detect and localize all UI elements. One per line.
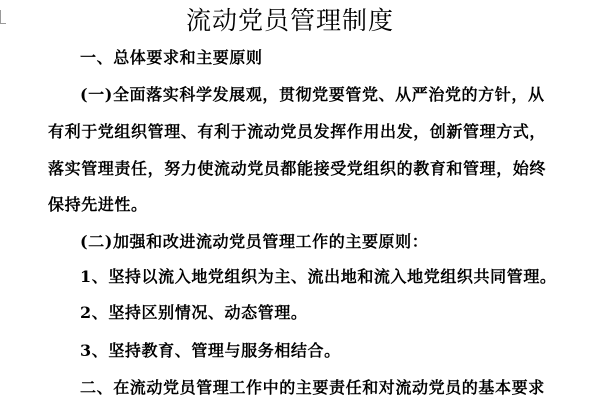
section-heading-1: 一、总体要求和主要原则 <box>80 48 263 67</box>
list-item: 2、坚持区别情况、动态管理。 <box>80 303 308 322</box>
section-heading-2: 二、在流动党员管理工作中的主要责任和对流动党员的基本要求 <box>80 378 545 397</box>
list-item: 3、坚持教育、管理与服务相结合。 <box>80 341 341 360</box>
paragraph-line: 有利于党组织管理、有利于流动党员发挥作用出发，创新管理方式， <box>48 122 547 141</box>
list-item: 1、坚持以流入地党组织为主、流出地和流入地党组织共同管理。 <box>80 267 557 286</box>
subsection-heading: (二)加强和改进流动党员管理工作的主要原则： <box>80 232 429 251</box>
document-title: 流动党员管理制度 <box>185 6 394 35</box>
paragraph-line: 落实管理责任，努力使流动党员都能接受党组织的教育和管理，始终 <box>48 159 547 178</box>
paragraph-line: (一)全面落实科学发展观，贯彻党要管党、从严治党的方针，从 <box>80 85 545 104</box>
paragraph-line: 保持先进性。 <box>48 195 148 214</box>
